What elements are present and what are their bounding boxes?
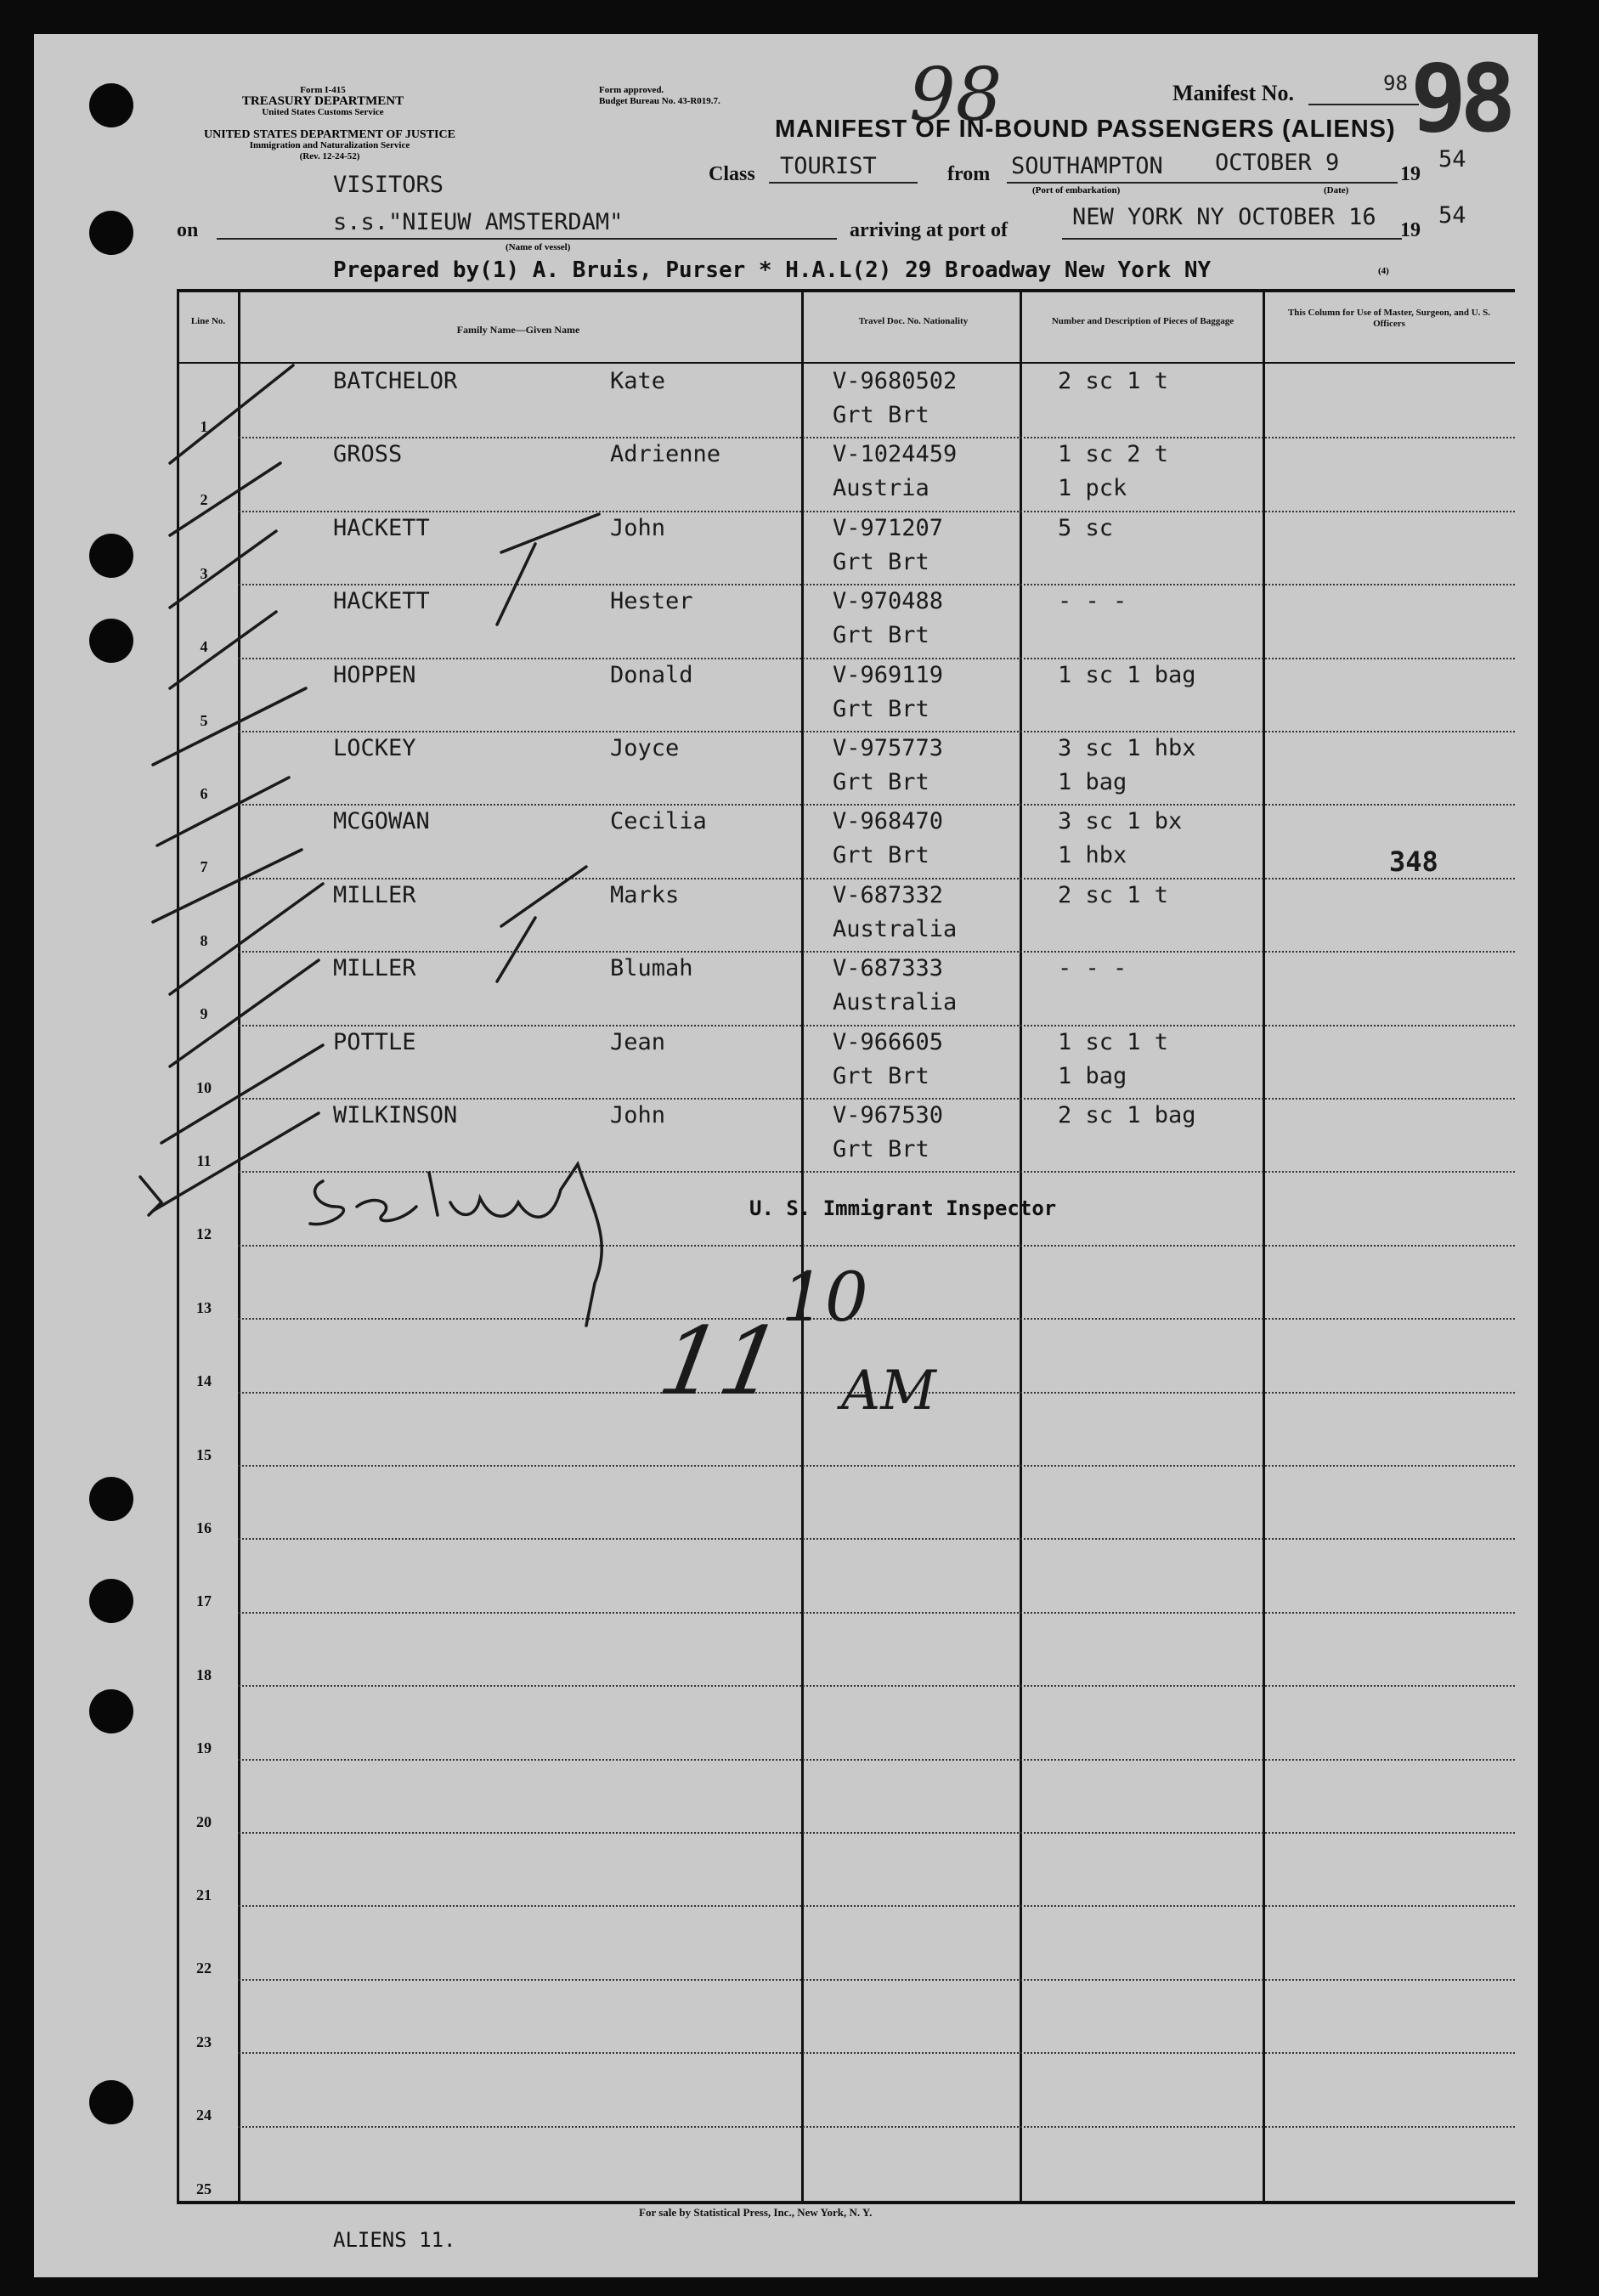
nationality: Grt Brt [833, 695, 929, 722]
given-name: Cecilia [610, 808, 707, 835]
row-number: 22 [196, 1960, 212, 1977]
family-name: POTTLE [333, 1028, 416, 1055]
given-name: Kate [610, 368, 666, 394]
check-mark [170, 463, 280, 535]
row-number: 16 [196, 1519, 212, 1536]
justice-dept: UNITED STATES DEPARTMENT OF JUSTICE [204, 128, 455, 141]
row-number: 6 [200, 785, 208, 802]
row-number: 4 [200, 638, 208, 656]
arriving-value: NEW YORK NY OCTOBER 16 [1072, 204, 1376, 230]
row-number: 2 [200, 491, 208, 509]
travel-doc-no: V-967530 [833, 1102, 944, 1128]
from-label: from [947, 163, 991, 185]
family-name: BATCHELOR [333, 368, 458, 394]
baggage-line-1: 1 sc 2 t [1058, 441, 1169, 468]
header-line-no: Line No. [190, 316, 226, 326]
family-name: MCGOWAN [333, 808, 430, 835]
nationality: Grt Brt [833, 622, 929, 649]
nationality: Grt Brt [833, 842, 929, 869]
family-name: HOPPEN [333, 661, 416, 688]
treasury-dept: TREASURY DEPARTMENT [241, 94, 404, 108]
header-travel-doc: Travel Doc. No. Nationality [858, 316, 969, 326]
arrival-year-prefix: 19 [1400, 219, 1421, 241]
baggage-line-1: 2 sc 1 bag [1058, 1102, 1196, 1128]
travel-doc-no: V-966605 [833, 1028, 944, 1055]
travel-doc-no: V-9680502 [833, 368, 958, 394]
member-mark [497, 867, 586, 981]
row-number: 15 [196, 1445, 212, 1463]
member-mark [497, 514, 599, 625]
given-name: John [610, 1102, 666, 1128]
row-number: 9 [200, 1005, 208, 1023]
baggage-line-1: - - - [1058, 955, 1127, 982]
row-number: 19 [196, 1739, 212, 1757]
baggage-line-1: 3 sc 1 hbx [1058, 735, 1196, 761]
row-number: 20 [196, 1812, 212, 1830]
vessel-name: s.s."NIEUW AMSTERDAM" [333, 209, 624, 235]
manifest-title: MANIFEST OF IN-BOUND PASSENGERS (ALIENS) [775, 116, 1396, 143]
nationality: Grt Brt [833, 402, 929, 428]
check-mark [170, 531, 276, 608]
visitors-label: VISITORS [333, 172, 444, 198]
ins-service: Immigration and Naturalization Service [249, 140, 410, 150]
check-mark [170, 365, 293, 463]
row-number: 23 [196, 2033, 212, 2050]
prepared-by: Prepared by(1) A. Bruis, Purser * H.A.L(2) 29 Broadway New York NY [333, 257, 1212, 283]
row-number: 5 [200, 711, 208, 729]
family-name: HACKETT [333, 514, 430, 541]
row-number: 3 [200, 564, 208, 582]
check-mark [157, 778, 289, 845]
row-number: 12 [196, 1225, 212, 1243]
arrival-year-suffix: 54 [1438, 202, 1466, 229]
nationality: Grt Brt [833, 1136, 929, 1162]
date-caption: (Date) [1324, 185, 1349, 195]
given-name: Joyce [610, 735, 680, 761]
prepared-note: (4) [1378, 266, 1389, 276]
handwritten-time-sup: 10 [782, 1258, 868, 1337]
baggage-line-2: 1 pck [1058, 475, 1127, 502]
given-name: John [610, 514, 666, 541]
given-name: Jean [610, 1028, 666, 1055]
given-name: Adrienne [610, 441, 721, 468]
family-name: MILLER [333, 955, 416, 982]
row-number: 10 [196, 1078, 212, 1096]
arriving-label: arriving at port of [850, 219, 1008, 241]
row-number: 7 [200, 858, 208, 876]
handwritten-ampm: AM [841, 1360, 936, 1422]
header-name: Family Name—Given Name [456, 324, 580, 336]
vessel-caption: (Name of vessel) [506, 242, 571, 252]
check-mark [170, 960, 319, 1066]
form-approved: Form approved. [599, 85, 664, 95]
baggage-line-1: - - - [1058, 588, 1127, 615]
row-number: 11 [196, 1152, 212, 1169]
family-name: WILKINSON [333, 1102, 458, 1128]
family-name: GROSS [333, 441, 403, 468]
family-name: MILLER [333, 881, 416, 908]
class-label: Class [709, 163, 755, 185]
family-name: LOCKEY [333, 735, 416, 761]
port-caption: (Port of embarkation) [1032, 185, 1121, 195]
row-number: 13 [196, 1298, 212, 1316]
check-mark [161, 1045, 323, 1143]
baggage-line-1: 3 sc 1 bx [1058, 808, 1183, 835]
nationality: Australia [833, 915, 958, 942]
form-number: Form I-415 [300, 85, 346, 95]
printer-credit: For sale by Statistical Press, Inc., New York, N. Y. [639, 2206, 873, 2219]
signature [310, 1164, 602, 1326]
check-mark [170, 612, 276, 688]
baggage-line-1: 1 sc 1 bag [1058, 661, 1196, 688]
row-number: 8 [200, 931, 208, 949]
budget-bureau: Budget Bureau No. 43-R019.7. [599, 96, 720, 106]
customs-service: United States Customs Service [262, 107, 384, 117]
nationality: Australia [833, 989, 958, 1016]
year-suffix: 54 [1438, 146, 1466, 172]
handwritten-time: 11 [651, 1307, 790, 1416]
baggage-line-1: 1 sc 1 t [1058, 1028, 1169, 1055]
row-number: 25 [196, 2180, 212, 2197]
officer-note: 348 [1389, 845, 1438, 878]
baggage-line-1: 2 sc 1 t [1058, 881, 1169, 908]
stamp-number: 98 [1410, 44, 1510, 153]
class-value: TOURIST [780, 153, 877, 179]
inspector-title: U. S. Immigrant Inspector [749, 1196, 1057, 1220]
given-name: Blumah [610, 955, 693, 982]
manifest-no-label: Manifest No. [1172, 81, 1294, 105]
row-number: 1 [200, 418, 208, 435]
row-number: 24 [196, 2107, 212, 2124]
from-value: SOUTHAMPTON [1011, 153, 1163, 179]
year-prefix: 19 [1400, 163, 1421, 185]
row-number: 21 [196, 1886, 212, 1903]
check-mark [153, 688, 306, 765]
baggage-line-2: 1 bag [1058, 1062, 1127, 1089]
given-name: Hester [610, 588, 693, 615]
travel-doc-no: V-687333 [833, 955, 944, 982]
row-number: 18 [196, 1665, 212, 1683]
on-label: on [177, 219, 199, 241]
baggage-line-2: 1 bag [1058, 769, 1127, 795]
row-number: 17 [196, 1592, 212, 1610]
travel-doc-no: V-687332 [833, 881, 944, 908]
date-value: OCTOBER 9 [1215, 150, 1340, 176]
given-name: Marks [610, 881, 680, 908]
given-name: Donald [610, 661, 693, 688]
baggage-line-2: 1 hbx [1058, 842, 1127, 869]
nationality: Grt Brt [833, 548, 929, 575]
check-mark [153, 850, 302, 922]
family-name: HACKETT [333, 588, 430, 615]
travel-doc-no: V-968470 [833, 808, 944, 835]
revision: (Rev. 12-24-52) [299, 151, 360, 161]
header-baggage: Number and Description of Pieces of Baggage [1051, 316, 1235, 326]
travel-doc-no: V-970488 [833, 588, 944, 615]
handwritten-number: 98 [909, 53, 1003, 138]
nationality: Grt Brt [833, 1062, 929, 1089]
baggage-line-1: 5 sc [1058, 514, 1114, 541]
form-id: ALIENS 11. [333, 2228, 456, 2252]
travel-doc-no: V-971207 [833, 514, 944, 541]
travel-doc-no: V-969119 [833, 661, 944, 688]
row-number: 14 [196, 1372, 212, 1390]
check-mark [170, 884, 323, 994]
check-mark [153, 1113, 319, 1211]
header-officers: This Column for Use of Master, Surgeon, and U. S. Officers [1287, 308, 1491, 329]
baggage-line-1: 2 sc 1 t [1058, 368, 1169, 394]
manifest-no: 98 [1383, 71, 1408, 95]
travel-doc-no: V-1024459 [833, 441, 958, 468]
travel-doc-no: V-975773 [833, 735, 944, 761]
nationality: Austria [833, 475, 929, 502]
nationality: Grt Brt [833, 769, 929, 795]
